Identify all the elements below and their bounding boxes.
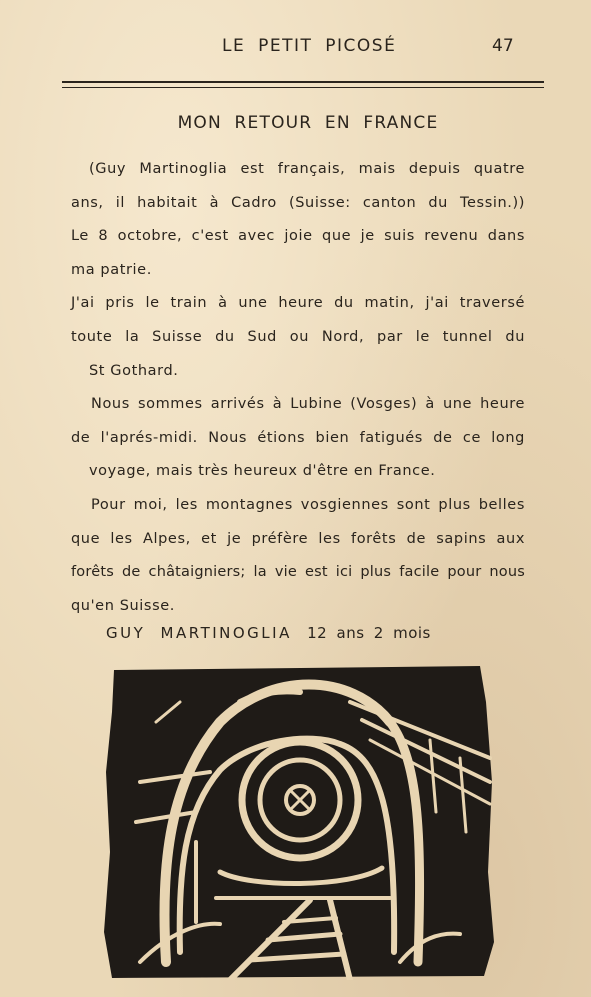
journal-title: LE PETIT PICOSÉ	[222, 36, 397, 56]
article-line: ma patrie.	[71, 261, 152, 278]
article-line: J'ai pris le train à une heure du matin, j'ai traversé	[71, 295, 525, 312]
article-line: St Gothard.	[89, 362, 179, 379]
article-line: Le 8 octobre, c'est avec joie que je suis revenu dans	[71, 228, 525, 245]
page-number: 47	[492, 36, 514, 56]
author-age: 12 ans 2 mois	[307, 624, 431, 642]
page-header	[0, 36, 591, 60]
article-line: toute la Suisse du Sud ou Nord, par le tunnel du	[71, 328, 525, 345]
article-line: de l'aprés-midi. Nous étions bien fatigués de ce long	[71, 429, 525, 446]
article-line: Pour moi, les montagnes vosgiennes sont plus belles	[91, 496, 525, 513]
author-signature	[106, 624, 431, 642]
article-line: forêts de châtaigniers; la vie est ici plus facile pour nous	[71, 564, 525, 581]
article-line: qu'en Suisse.	[71, 597, 175, 614]
article-line: (Guy Martinoglia est français, mais depuis quatre	[89, 161, 525, 177]
article-line: ans, il habitait à Cadro (Suisse: canton du Tessin.))	[71, 194, 525, 211]
article-line: que les Alpes, et je préfère les forêts de sapins aux	[71, 530, 525, 547]
header-rule	[62, 81, 544, 88]
article-body	[71, 153, 525, 623]
article-title: MON RETOUR EN FRANCE	[177, 113, 439, 133]
article-line: voyage, mais très heureux d'être en France.	[89, 463, 436, 480]
article-line: Nous sommes arrivés à Lubine (Vosges) à une heure	[91, 396, 525, 413]
author-name: GUY MARTINOGLIA	[106, 624, 292, 642]
locomotive-woodcut-illustration	[100, 662, 496, 980]
